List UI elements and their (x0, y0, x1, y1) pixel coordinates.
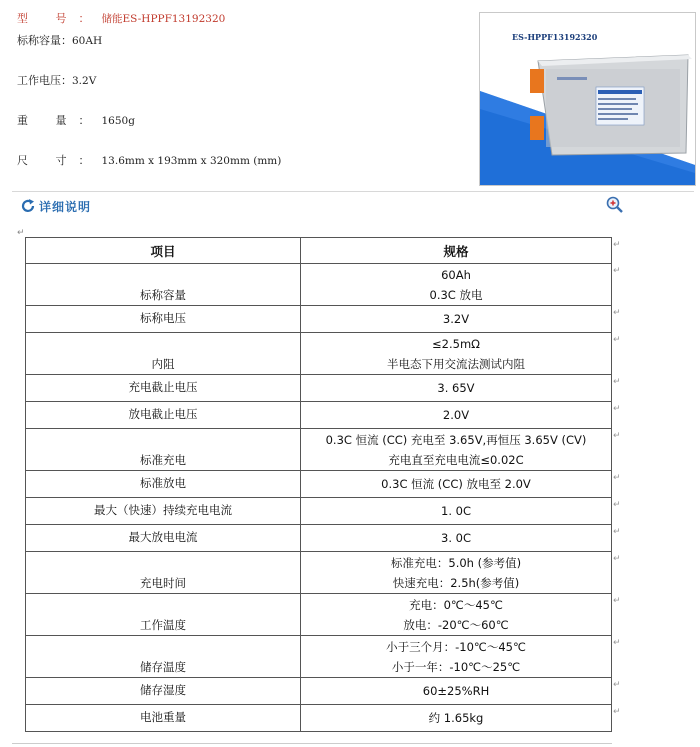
paragraph-mark: ↵ (613, 554, 621, 564)
spec-line: 3.2V (442, 312, 470, 326)
spec-line: 充电：0℃～45℃ (409, 597, 503, 612)
row-item-name: 储存温度 (26, 636, 301, 678)
weight-value: 1650g (101, 115, 135, 127)
row-spec-value (301, 471, 612, 498)
table-row (26, 525, 612, 552)
table-row (26, 678, 612, 705)
voltage-value: 3.2V (72, 75, 97, 87)
header-spec: 规格 (301, 238, 612, 264)
row-item-name: 工作温度 (26, 594, 301, 636)
spec-line: 3. 65V (437, 381, 475, 395)
spec-line: 充电直至充电电流≤0.02C (388, 452, 524, 467)
spec-line: 快速充电：2.5h(参考值) (392, 575, 520, 590)
model-label: 型 号： (17, 12, 102, 25)
spec-line: 小于三个月：-10℃～45℃ (386, 639, 526, 654)
table-row (26, 429, 612, 471)
row-spec-value (301, 552, 612, 594)
row-item-name: 标准充电 (26, 429, 301, 471)
row-item-name: 电池重量 (26, 705, 301, 732)
paragraph-mark: ↵ (613, 500, 621, 510)
paragraph-mark: ↵ (613, 308, 621, 318)
spec-line: 60Ah (441, 267, 471, 282)
table-row (26, 264, 612, 306)
header-item: 项目 (26, 238, 301, 264)
paragraph-mark: ↵ (613, 404, 621, 414)
paragraph-mark: ↵ (613, 596, 621, 606)
row-spec-value (301, 594, 612, 636)
spec-line: 小于一年：-10℃～25℃ (391, 659, 521, 674)
row-spec-value (301, 429, 612, 471)
refresh-icon (20, 198, 36, 214)
footer-line (12, 743, 612, 744)
row-item-name: 充电时间 (26, 552, 301, 594)
row-spec-value (301, 264, 612, 306)
paragraph-mark: ↵ (613, 240, 621, 250)
size-value: 13.6mm x 193mm x 320mm (mm) (101, 155, 282, 167)
weight-line (17, 112, 135, 128)
capacity-value: 60AH (72, 35, 103, 47)
row-spec-value (301, 678, 612, 705)
table-row (26, 594, 612, 636)
model-value: 储能ES-HPPF13192320 (101, 13, 226, 25)
spec-line: 约 1.65kg (428, 711, 484, 725)
spec-line: 半电态下用交流法测试内阻 (387, 356, 525, 371)
spec-line: 标准充电：5.0h (参考值) (390, 555, 522, 570)
spec-line: 0.3C 恒流 (CC) 充电至 3.65V,再恒压 3.65V (CV) (325, 432, 587, 447)
table-row (26, 636, 612, 678)
zoom-in-icon[interactable] (606, 196, 624, 214)
spec-line: 3. 0C (441, 531, 471, 545)
row-spec-value (301, 498, 612, 525)
size-label: 尺 寸： (17, 154, 102, 167)
table-header-row (26, 238, 612, 264)
spec-line: 60±25%RH (422, 684, 490, 698)
anchor-mark: ↵ (17, 228, 25, 238)
table-row (26, 333, 612, 375)
table-row (26, 402, 612, 429)
size-line (17, 152, 281, 168)
paragraph-mark: ↵ (613, 680, 621, 690)
spec-table (25, 237, 612, 732)
row-spec-value (301, 306, 612, 333)
voltage-line (17, 72, 96, 88)
row-item-name: 内阻 (26, 333, 301, 375)
paragraph-mark: ↵ (613, 431, 621, 441)
row-spec-value (301, 333, 612, 375)
table-row (26, 705, 612, 732)
table-row (26, 552, 612, 594)
row-item-name: 标称容量 (26, 264, 301, 306)
paragraph-mark: ↵ (613, 377, 621, 387)
paragraph-mark: ↵ (613, 527, 621, 537)
weight-label: 重 量： (17, 114, 102, 127)
paragraph-mark: ↵ (613, 638, 621, 648)
row-item-name: 标称电压 (26, 306, 301, 333)
row-item-name: 放电截止电压 (26, 402, 301, 429)
model-line (17, 10, 225, 26)
row-spec-value (301, 525, 612, 552)
row-spec-value (301, 402, 612, 429)
spec-line: 1. 0C (441, 504, 471, 518)
spec-line: 0.3C 恒流 (CC) 放电至 2.0V (381, 477, 531, 491)
section-divider (12, 191, 694, 192)
product-photo[interactable] (479, 12, 696, 186)
table-row (26, 375, 612, 402)
battery-illustration (480, 13, 695, 185)
spec-line: 放电：-20℃～60℃ (403, 617, 509, 632)
paragraph-mark: ↵ (613, 707, 621, 717)
table-row (26, 498, 612, 525)
row-spec-value (301, 705, 612, 732)
table-row (26, 471, 612, 498)
row-item-name: 最大（快速）持续充电电流 (26, 498, 301, 525)
detail-section-header (17, 196, 677, 216)
spec-line: 2.0V (442, 408, 470, 422)
capacity-line (17, 32, 102, 48)
row-item-name: 最大放电电流 (26, 525, 301, 552)
row-spec-value (301, 375, 612, 402)
spec-line: ≤2.5mΩ (432, 336, 480, 351)
paragraph-mark: ↵ (613, 335, 621, 345)
paragraph-mark: ↵ (613, 473, 621, 483)
row-spec-value (301, 636, 612, 678)
row-item-name: 充电截止电压 (26, 375, 301, 402)
detail-title: 详细说明 (39, 200, 92, 214)
capacity-label: 标称容量： (17, 34, 72, 47)
spec-line: 0.3C 放电 (429, 287, 483, 302)
row-item-name: 储存湿度 (26, 678, 301, 705)
voltage-label: 工作电压： (17, 74, 72, 87)
row-item-name: 标准放电 (26, 471, 301, 498)
paragraph-mark: ↵ (613, 266, 621, 276)
photo-caption: ES-HPPF13192320 (512, 32, 598, 42)
table-row (26, 306, 612, 333)
